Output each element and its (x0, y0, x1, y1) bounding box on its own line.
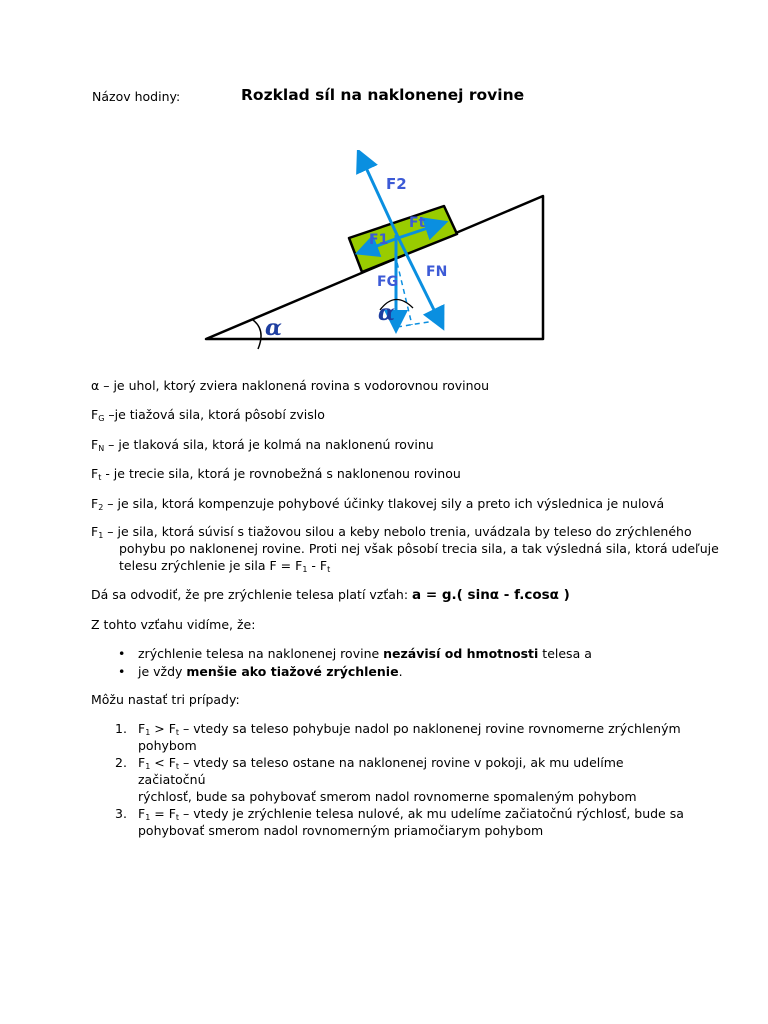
label-fg: FG (377, 274, 399, 290)
definition-f2: $F_2$ – je sila, ktorá kompenzuje pohybové účinky tlakovej sily a preto ich výslednica je nulová (91, 496, 665, 512)
list-item: • je vždy menšie ako tiažové zrýchlenie. (118, 664, 403, 679)
label-f2: F2 (386, 175, 407, 193)
cases-list (91, 720, 691, 839)
label-alpha-block: α (378, 300, 395, 326)
lesson-name-label: Názov hodiny: (92, 89, 181, 104)
list-item: 3. $F_1 = F_t$ – vtedy je zrýchlenie telesa nulové, ak mu udelíme začiatočnú rýchlosť, bude sa pohybovať smerom nadol rovnomerným priamočiarym pohybom (115, 806, 684, 838)
block (349, 206, 457, 272)
conclusion-intro: Z tohto vzťahu vidíme, že: (91, 617, 256, 632)
force-f2-arrow (362, 159, 398, 237)
list-item: • zrýchlenie telesa na naklonenej rovine nezávisí od hmotnosti telesa a (118, 646, 592, 661)
definition-alpha: α – je uhol, ktorý zviera naklonená rovina s vodorovnou rovinou (91, 378, 490, 393)
definition-fn: $F_N$ – je tlaková sila, ktorá je kolmá na naklonenú rovinu (91, 437, 434, 453)
dashed-line-2 (397, 320, 441, 327)
definition-f1: $F_1$ – je sila, ktorá súvisí s tiažovou silou a keby nebolo trenia, uvádzala by teleso do zrýchleného pohybu po naklonenej rovine. Proti nej však pôsobí trecia sila, a tak výsledná sila, ktorá udeľuje telesu zrýchlenie je sila $F = F_1 - F_t$ (91, 524, 719, 574)
list-item: 2. $F_1 < F_t$ – vtedy sa teleso ostane na naklonenej rovine v pokoji, ak mu udelíme začiatočnú rýchlosť, bude sa pohybovať smerom nadol rovnomerne spomaleným pohybom (115, 755, 637, 804)
conclusion-list (91, 645, 592, 681)
list-item: 1. $F_1 > F_t$ – vtedy sa teleso pohybuje nadol po naklonenej rovine rovnomerne zrýchleným pohybom (115, 721, 681, 753)
inclined-plane-diagram (200, 150, 560, 350)
acceleration-formula: a = g.( sinα - f.cosα ) (412, 587, 570, 603)
definition-ft: $F_t$ - je trecie sila, ktorá je rovnobežná s naklonenou rovinou (91, 466, 461, 482)
label-f1: F1 (369, 232, 389, 248)
label-ft: Ft (409, 215, 426, 231)
label-fn: FN (426, 264, 448, 280)
definition-fg: $F_G$ –je tiažová sila, ktorá pôsobí zvislo (91, 407, 325, 423)
label-alpha-base: α (265, 315, 282, 341)
base-angle-arc (253, 320, 261, 349)
lesson-title: Rozklad síl na naklonenej rovine (241, 86, 525, 104)
cases-intro: Môžu nastať tri prípady: (91, 692, 240, 707)
derivation-paragraph: Dá sa odvodiť, že pre zrýchlenie telesa platí vzťah: a = g.( sinα - f.cosα ) (91, 587, 570, 603)
